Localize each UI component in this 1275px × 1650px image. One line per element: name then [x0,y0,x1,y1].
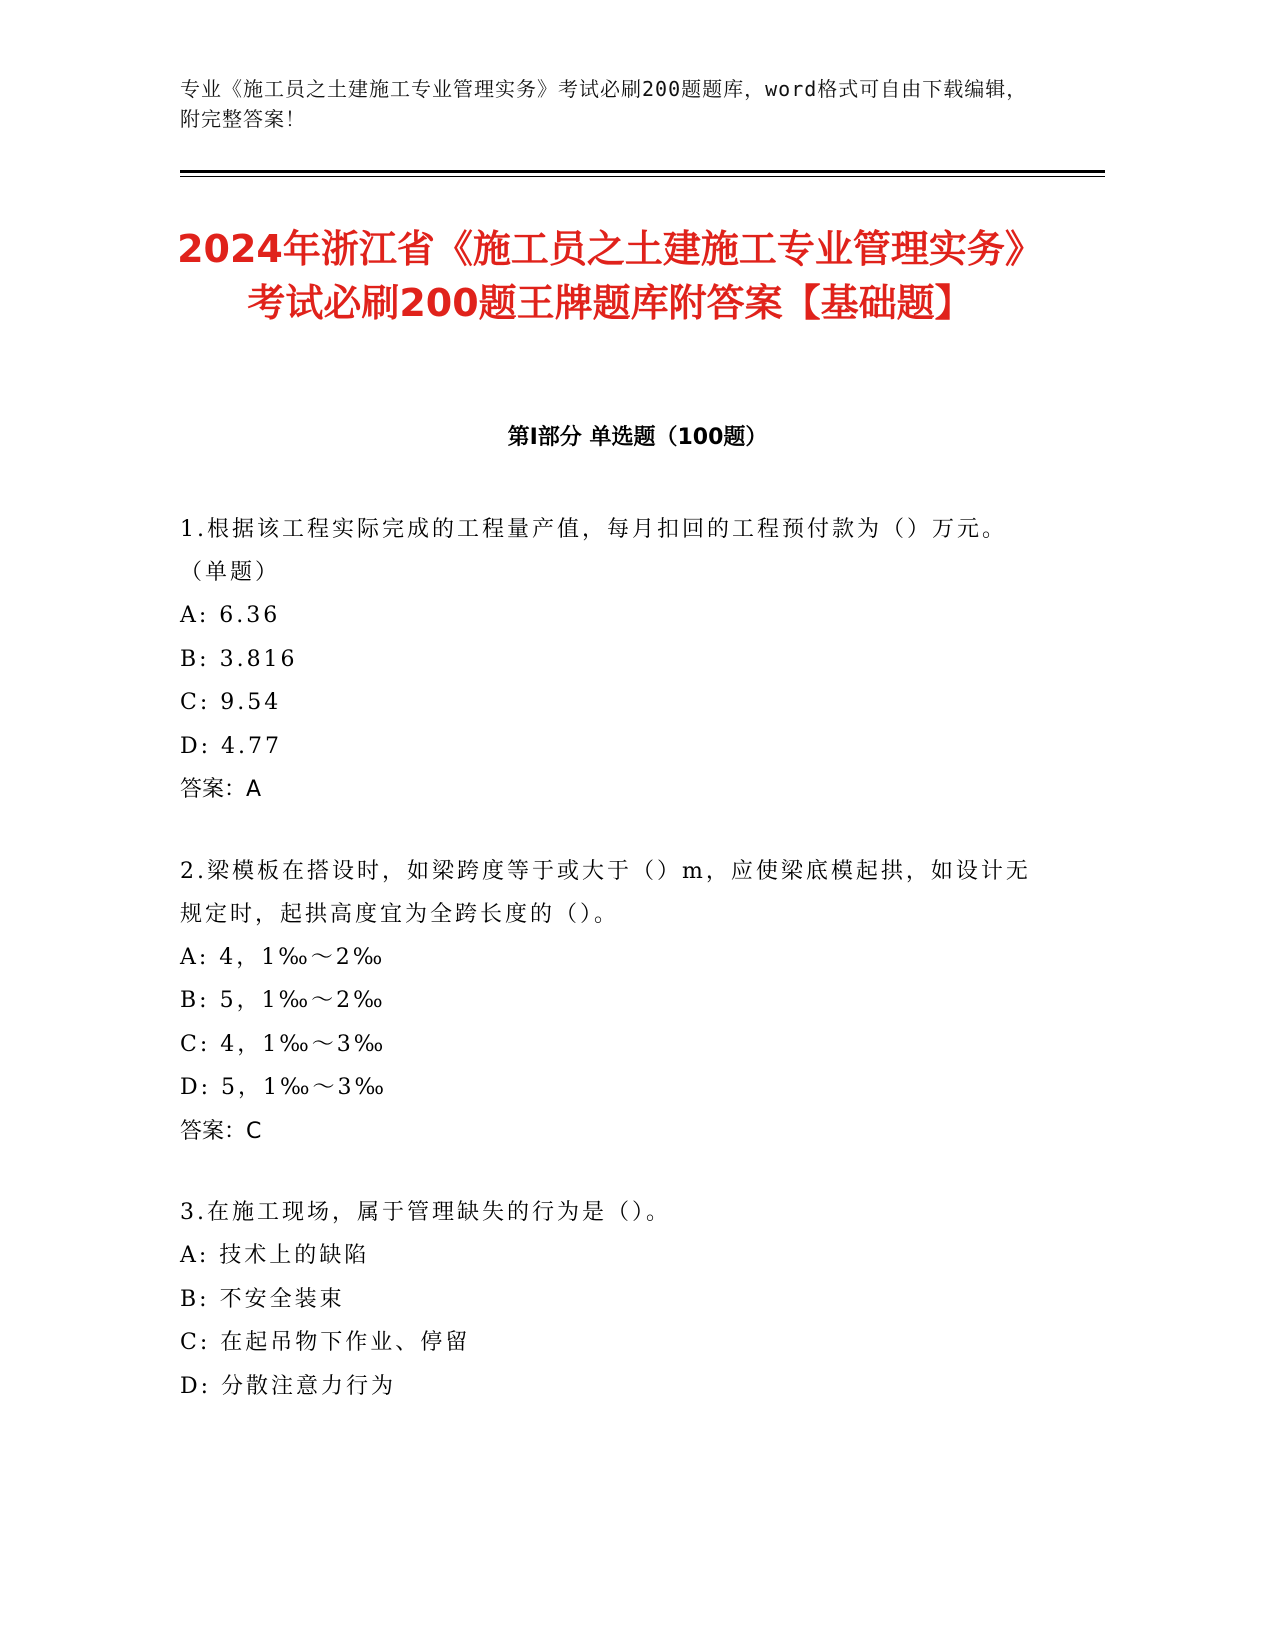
question-2 [180,850,1040,1154]
answer: 答案：C [180,1118,262,1144]
option-c: C: 4，1‰～3‰ [180,1031,387,1057]
option-b: B: 3.816 [180,646,298,672]
document-title: 2024年浙江省《施工员之土建施工专业管理实务》考试必刷200题王牌题库附答案【基础题】 [177,227,1043,325]
option-c: C: 9.54 [180,690,282,715]
question-3 [180,1191,1040,1408]
question-stem: 3.在施工现场，属于管理缺失的行为是（）。 [180,1200,671,1225]
question-list [180,508,1040,1446]
question-stem: 2.梁模板在搭设时，如梁跨度等于或大于（）m，应使梁底模起拱，如设计无规定时，起拱高度宜为全跨长度的（）。 [180,858,1031,927]
header-rule-thin [180,176,1105,177]
option-d: D: 分散注意力行为 [180,1373,397,1399]
question-stem: 1.根据该工程实际完成的工程量产值，每月扣回的工程预付款为（）万元。（单题） [180,517,1007,585]
header-note: 专业《施工员之土建施工专业管理实务》考试必刷200题题库，word格式可自由下载编辑，附完整答案！ [180,77,1028,131]
option-d: D: 4.77 [180,733,283,759]
option-a: A: 技术上的缺陷 [180,1243,370,1268]
option-d: D: 5，1‰～3‰ [180,1075,388,1100]
header-rule-thick [180,170,1105,173]
question-1 [180,508,1040,812]
option-a: A: 4，1‰～2‰ [180,944,386,970]
option-c: C: 在起吊物下作业、停留 [180,1330,471,1355]
section-title: 第Ⅰ部分 单选题（100题） [507,425,768,450]
answer: 答案：A [180,777,262,802]
option-b: B: 5，1‰～2‰ [180,988,386,1013]
option-a: A: 6.36 [180,603,281,628]
option-b: B: 不安全装束 [180,1286,345,1312]
